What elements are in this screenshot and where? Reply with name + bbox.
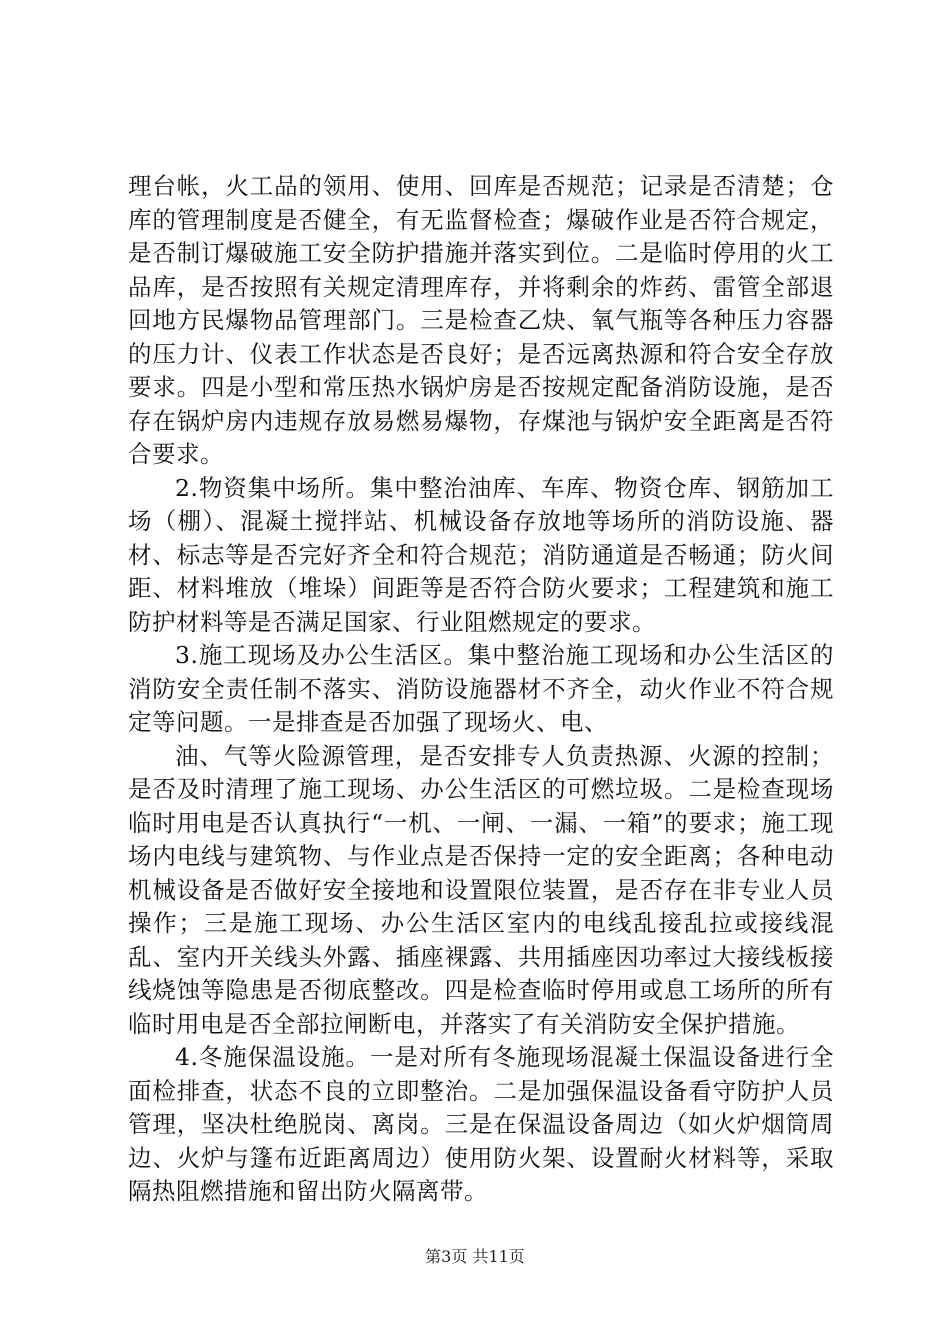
paragraph-5: 4.冬施保温设施。一是对所有冬施现场混凝土保温设备进行全面检排查，状态不良的立即整治。二是加强保温设备看守防护人员管理，坚决杜绝脱岗、离岗。三是在保温设备周边（如火炉烟筒周边、火炉与篷布近距离周边）使用防火架、设置耐火材料等，采取隔热阻燃措施和留出防火隔离带。 xyxy=(128,1043,834,1205)
paragraph-2: 2.物资集中场所。集中整治油库、车库、物资仓库、钢筋加工场（棚）、混凝土搅拌站、机械设备存放地等场所的消防设施、器材、标志等是否完好齐全和符合规范；消防通道是否畅通；防火间距、材料堆放（堆垛）间距等是否符合防火要求；工程建筑和施工防护材料等是否满足国家、行业阻燃规定的要求。 xyxy=(128,473,834,636)
page-footer: 第3页 共11页 xyxy=(425,1247,525,1266)
paragraph-3: 3.施工现场及办公生活区。集中整治施工现场和办公生活区的消防安全责任制不落实、消防设施器材不齐全，动火作业不符合规定等问题。一是排查是否加强了现场火、电、 xyxy=(128,641,834,736)
paragraph-4: 油、气等火险源管理，是否安排专人负责热源、火源的控制；是否及时清理了施工现场、办公生活区的可燃垃圾。二是检查现场临时用电是否认真执行“一机、一闸、一漏、一箱”的要求；施工现场内电线与建筑物、与作业点是否保持一定的安全距离；各种电动机械设备是否做好安全接地和设置限位装置，是否存在非专业人员操作；三是施工现场、办公生活区室内的电线乱接乱拉或接线混乱、室内开关线头外露、插座裸露、共用插座因功率过大接线板接线烧蚀等隐患是否彻底整改。四是检查临时停用或息工场所的所有临时用电是否全部拉闸断电，并落实了有关消防安全保护措施。 xyxy=(128,741,834,1038)
document-body xyxy=(128,170,834,1209)
paragraph-1: 理台帐，火工品的领用、使用、回库是否规范；记录是否清楚；仓库的管理制度是否健全，有无监督检查；爆破作业是否符合规定，是否制订爆破施工安全防护措施并落实到位。二是临时停用的火工品库，是否按照有关规定清理库存，并将剩余的炸药、雷管全部退回地方民爆物品管理部门。三是检查乙炔、氧气瓶等各种压力容器的压力计、仪表工作状态是否良好；是否远离热源和符合安全存放要求。四是小型和常压热水锅炉房是否按规定配备消防设施，是否存在锅炉房内违规存放易燃易爆物，存煤池与锅炉安全距离是否符合要求。 xyxy=(128,172,834,468)
